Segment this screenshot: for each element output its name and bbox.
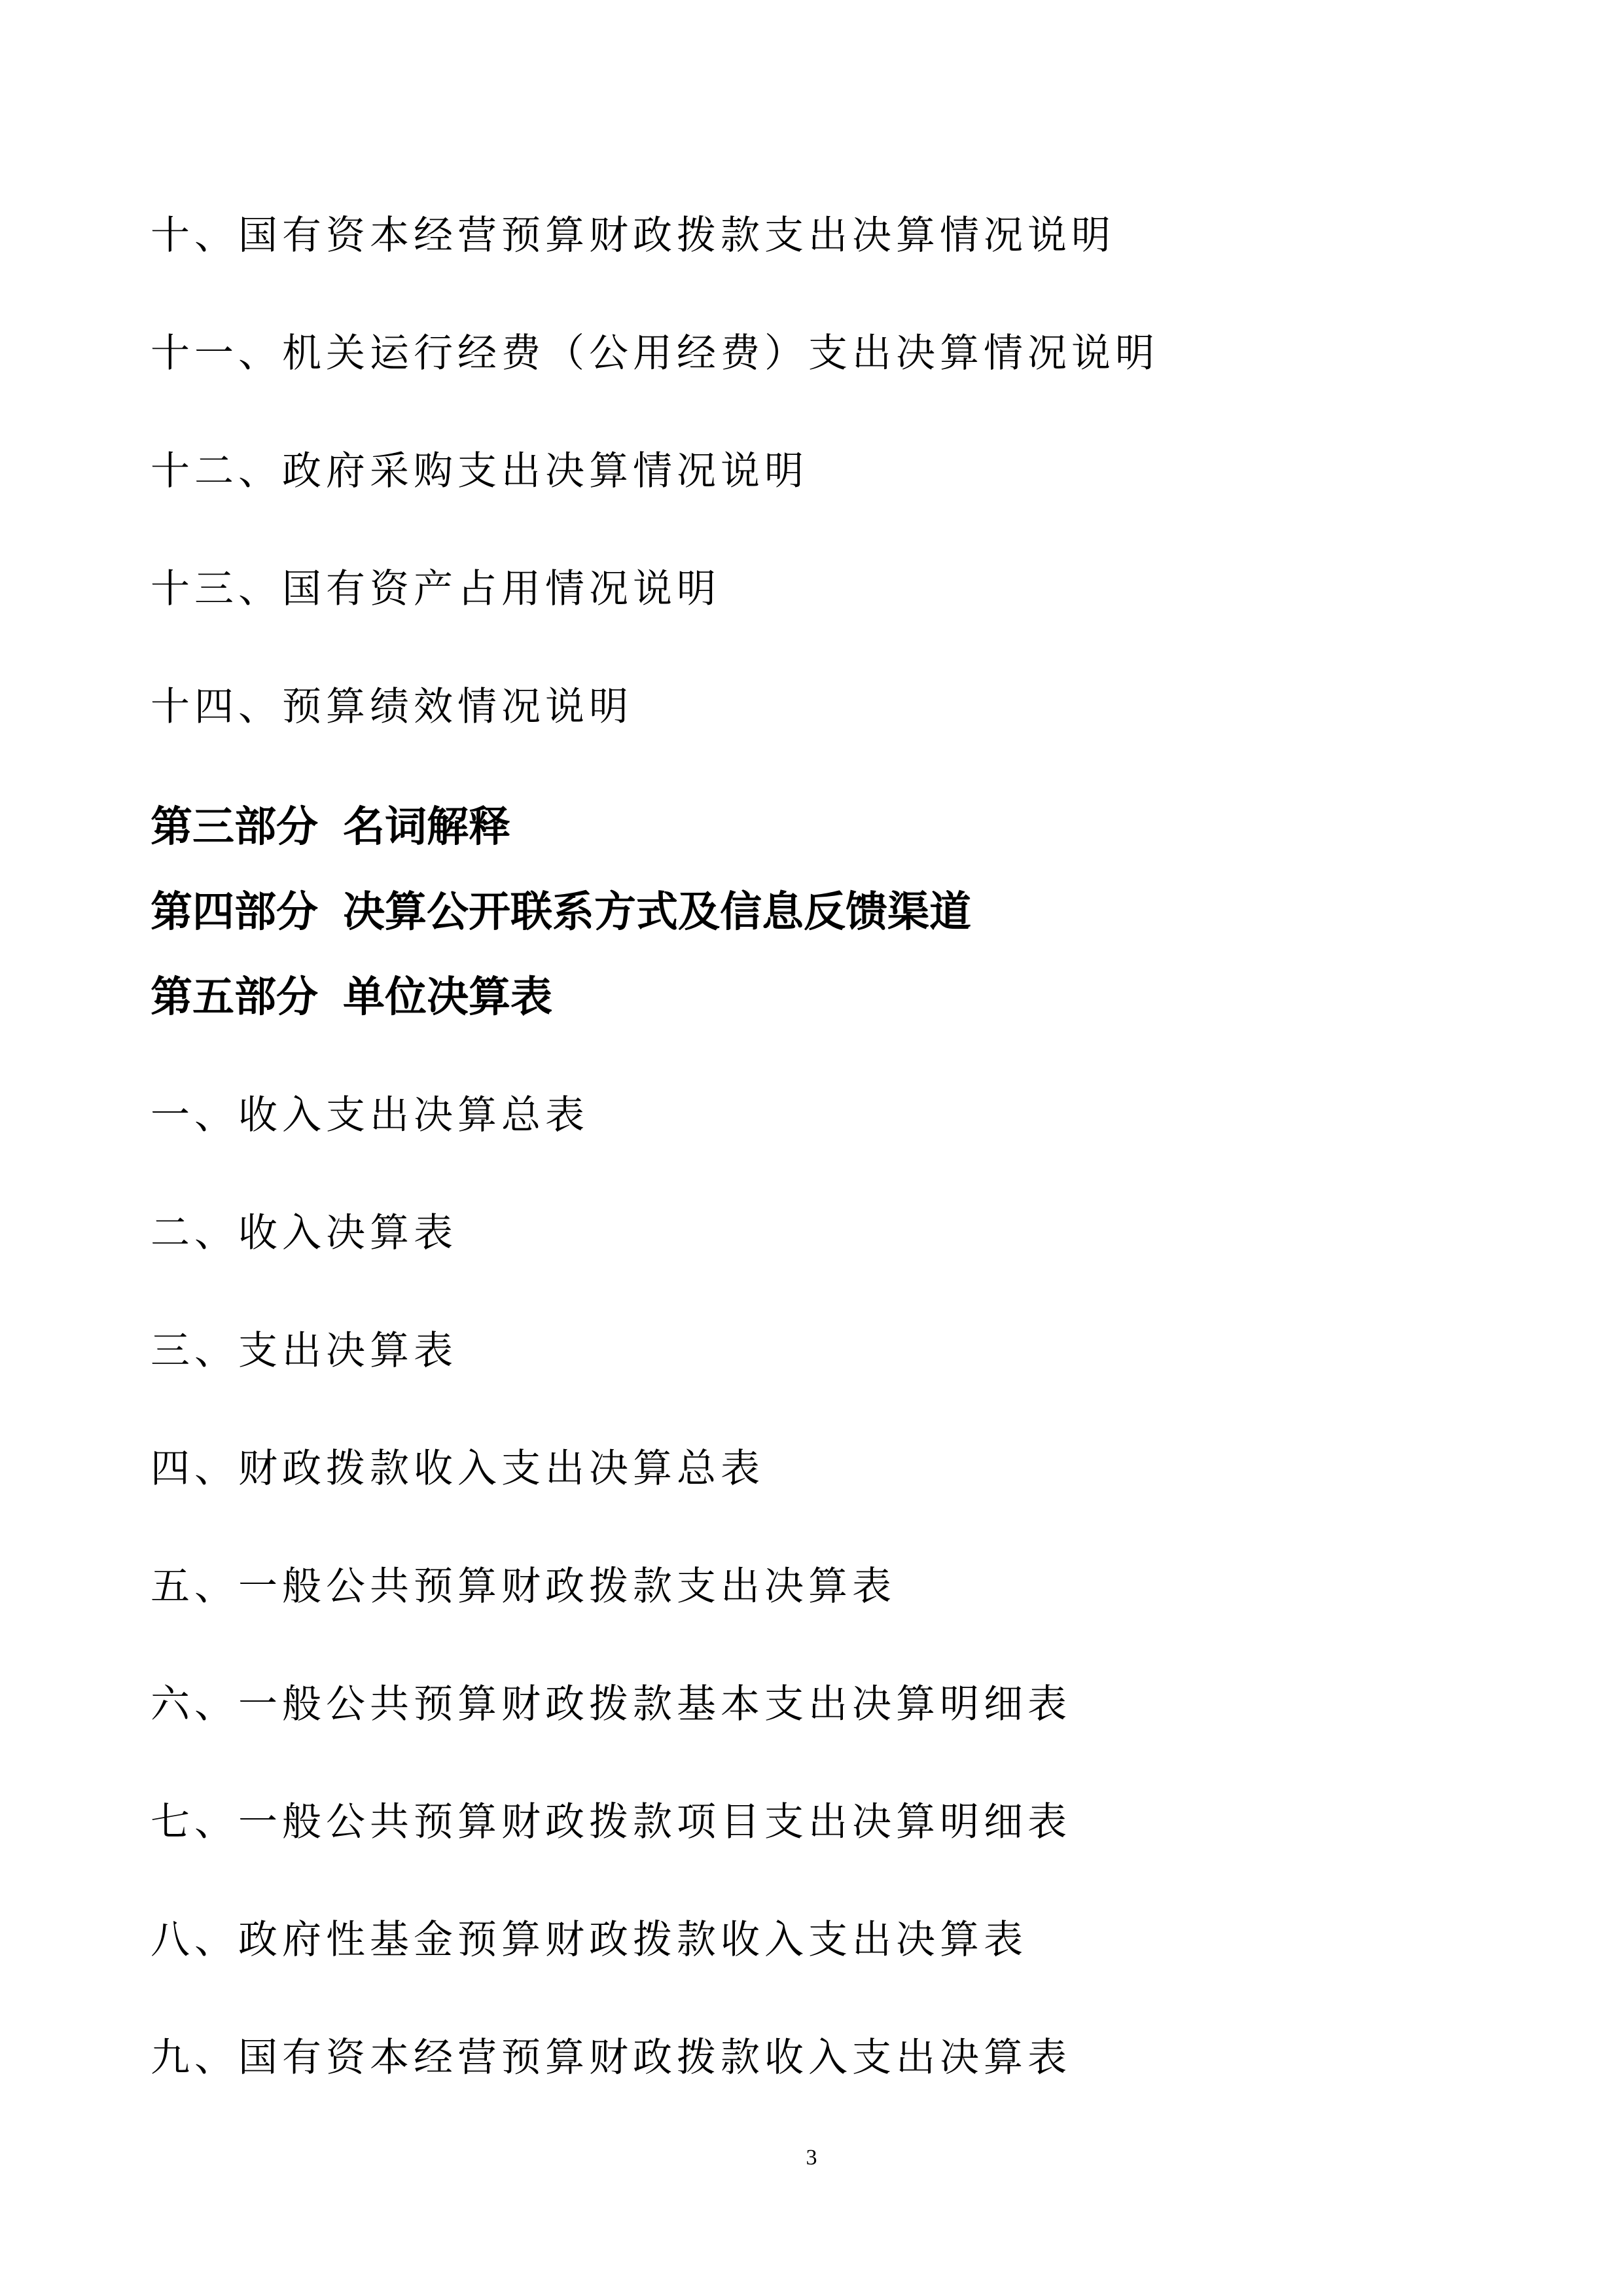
toc-table-9: 九、国有资本经营预算财政拨款收入支出决算表 — [151, 2035, 1071, 2081]
part-title: 决算公开联系方式及信息反馈渠道 — [343, 888, 971, 937]
part-heading-three — [151, 803, 510, 852]
toc-table-6: 六、一般公共预算财政拨款基本支出决算明细表 — [151, 1681, 1071, 1727]
part-number: 第四部分 — [151, 888, 318, 937]
toc-table-5: 五、一般公共预算财政拨款支出决算表 — [151, 1564, 896, 1609]
toc-item-state-assets: 十三、国有资产占用情况说明 — [151, 566, 721, 612]
page-number: 3 — [806, 2145, 817, 2170]
part-number: 第三部分 — [151, 803, 318, 852]
part-title: 名词解释 — [343, 803, 510, 852]
toc-table-4: 四、财政拨款收入支出决算总表 — [151, 1446, 764, 1492]
toc-table-1: 一、收入支出决算总表 — [151, 1092, 589, 1138]
toc-table-2: 二、收入决算表 — [151, 1210, 457, 1256]
part-number: 第五部分 — [151, 973, 318, 1022]
toc-item-government-procurement: 十二、政府采购支出决算情况说明 — [151, 448, 808, 494]
toc-item-state-capital-expenditure: 十、国有资本经营预算财政拨款支出决算情况说明 — [151, 213, 1115, 259]
toc-item-office-operating-costs: 十一、机关运行经费（公用经费）支出决算情况说明 — [151, 331, 1159, 376]
part-title: 单位决算表 — [343, 973, 552, 1022]
toc-table-3: 三、支出决算表 — [151, 1328, 457, 1374]
toc-table-8: 八、政府性基金预算财政拨款收入支出决算表 — [151, 1917, 1027, 1963]
part-heading-five — [151, 973, 552, 1022]
toc-item-performance: 十四、预算绩效情况说明 — [151, 684, 633, 730]
toc-table-7: 七、一般公共预算财政拨款项目支出决算明细表 — [151, 1799, 1071, 1845]
part-heading-four — [151, 888, 971, 937]
